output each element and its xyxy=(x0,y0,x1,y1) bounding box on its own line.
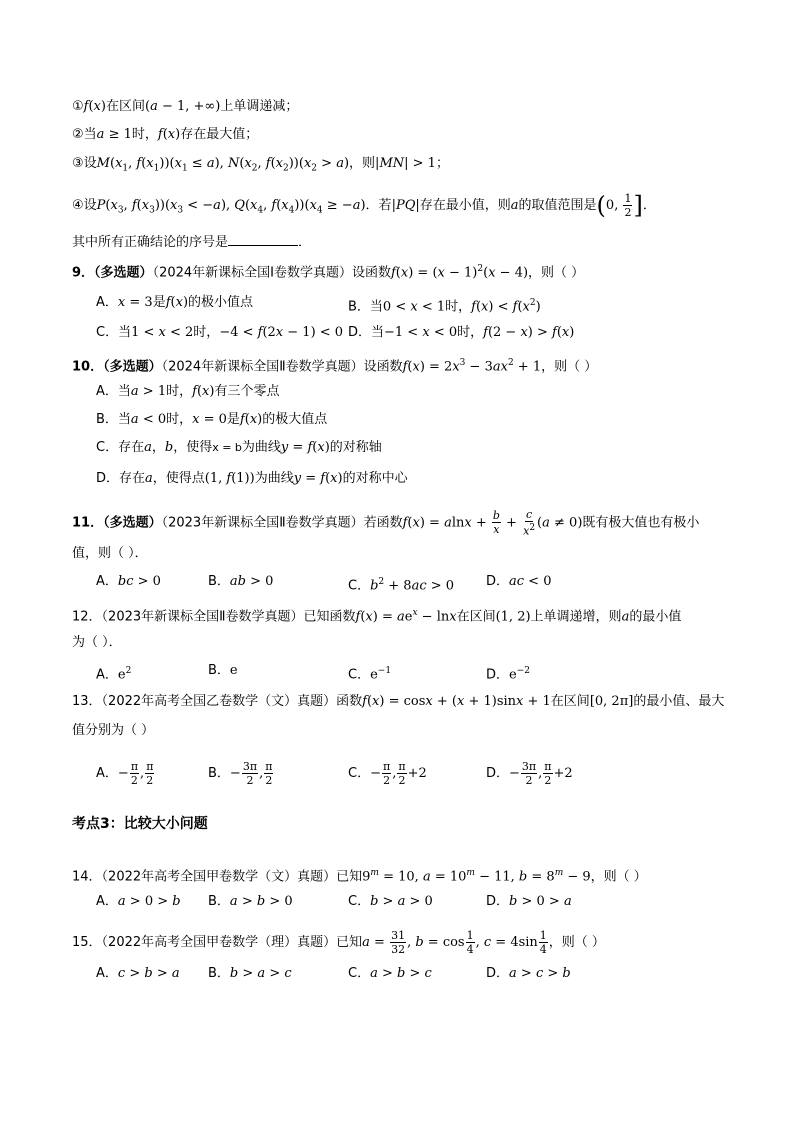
statement-1: ①f(x)在区间(a − 1, +∞)上单调递减； xyxy=(72,99,299,114)
q15-option-a[interactable]: A．c > b > a xyxy=(96,966,180,981)
statement-3: ③设$M(x_1$, $f(x_1))(x_1 \le a)$, $N(x_2$, $f(x_2))(x_2 > a)$，则|MN| > 1； xyxy=(72,156,449,174)
question-10: 10．（多选题）（2024年新课标全国Ⅱ卷数学真题）设函数$f(x) = 2x^3 - 3ax^2 + 1$，则（ ） xyxy=(72,358,598,375)
question-9: 9．（多选题）（2024年新课标全国Ⅰ卷数学真题）设函数$f(x) = (x - 1)^2(x - 4)$，则（ ） xyxy=(72,264,585,281)
q11-option-d[interactable]: D．ac < 0 xyxy=(486,574,552,589)
q10-option-d[interactable]: D．存在a，使得点(1, f(1))为曲线y = f(x)的对称中心 xyxy=(96,471,408,486)
q13-option-d[interactable]: D．− $\frac{3\pi}{2}$ , $\frac{\pi}{2}$ +2 xyxy=(486,760,573,787)
question-11-line2: 值，则（ ）． xyxy=(72,546,148,561)
q15-option-c[interactable]: C．a > b > c xyxy=(348,966,432,981)
q12-option-a[interactable]: A．$e^2$ xyxy=(96,666,132,683)
q11-option-b[interactable]: B．ab > 0 xyxy=(208,574,274,589)
q13-option-a[interactable]: A．− $\frac{\pi}{2}$ , $\frac{\pi}{2}$ xyxy=(96,760,154,787)
question-11: 11．（多选题）（2023年新课标全国Ⅱ卷数学真题）若函数f(x) = alnx + $\frac{b}{x}$ + $\frac{c}{x^2}$ (a ≠ 0)既有极大值也有极小 xyxy=(72,508,700,538)
q13-option-b[interactable]: B．− $\frac{3\pi}{2}$ , $\frac{\pi}{2}$ xyxy=(208,760,273,787)
q15-option-b[interactable]: B．b > a > c xyxy=(208,966,292,981)
q10-option-b[interactable]: B．当a < 0时，x = 0是f(x)的极大值点 xyxy=(96,412,328,427)
section-3-title: 考点3：比较大小问题 xyxy=(72,816,208,832)
q14-option-d[interactable]: D．b > 0 > a xyxy=(486,894,572,909)
answer-blank[interactable] xyxy=(228,233,298,246)
question-14: 14．（2022年高考全国甲卷数学（文）真题）已知$9^m = 10$, $a = 10^m - 11$, $b = 8^m - 9$，则（ ） xyxy=(72,868,647,885)
question-13-line2: 值分别为（ ） xyxy=(72,723,155,738)
q14-option-a[interactable]: A．a > 0 > b xyxy=(96,894,181,909)
q9-option-b[interactable]: B．当0 < x < 1时，$f(x) < f(x^2)$ xyxy=(348,298,541,315)
question-13: 13．（2022年高考全国乙卷数学（文）真题）函数f(x) = cosx + (x + 1)sinx + 1在区间[0, 2π]的最小值、最大 xyxy=(72,694,725,709)
q11-option-c[interactable]: C．$b^2 + 8ac > 0$ xyxy=(348,577,455,594)
statement-2: ②当a ≥ 1时，f(x)存在最大值； xyxy=(72,127,259,142)
q14-option-b[interactable]: B．a > b > 0 xyxy=(208,894,293,909)
q12-option-b[interactable]: B．e xyxy=(208,663,238,678)
q9-option-d[interactable]: D．当−1 < x < 0时，f(2 − x) > f(x) xyxy=(348,325,575,340)
question-15: 15．（2022年高考全国甲卷数学（理）真题）已知a = $\frac{31}{32}$ , b = cos $\frac{1}{4}$ , c = 4sin $\frac{1}{4}$ ，则（ ） xyxy=(72,929,605,956)
q14-option-c[interactable]: C．b > a > 0 xyxy=(348,894,433,909)
question-12: 12．（2023年新课标全国Ⅱ卷数学真题）已知函数$f(x) = ae^x - \ln x$在区间(1, 2)上单调递增，则a的最小值 xyxy=(72,608,682,625)
statements-question: 其中所有正确结论的序号是 ． xyxy=(72,235,312,250)
q10-option-c[interactable]: C．存在a，b，使得x = b为曲线y = f(x)的对称轴 xyxy=(96,440,382,455)
question-12-line2: 为（ ）． xyxy=(72,635,122,650)
statement-4: ④设$P(x_3$, $f(x_3))(x_3 < -a)$, $Q(x_4$, $f(x_4))(x_4 \ge -a)$．若|PQ|存在最小值，则a的取值范围是(0, $\frac{1}{2}$ ]． xyxy=(72,191,656,220)
q15-option-d[interactable]: D．a > c > b xyxy=(486,966,571,981)
q9-option-a[interactable]: A．x = 3是f(x)的极小值点 xyxy=(96,295,254,310)
q10-option-a[interactable]: A．当a > 1时，f(x)有三个零点 xyxy=(96,384,280,399)
q12-option-d[interactable]: D．$e^{-2}$ xyxy=(486,666,530,683)
q12-option-c[interactable]: C．$e^{-1}$ xyxy=(348,666,392,683)
q9-option-c[interactable]: C．当1 < x < 2时，−4 < f(2x − 1) < 0 xyxy=(96,325,344,340)
q11-option-a[interactable]: A．bc > 0 xyxy=(96,574,161,589)
q13-option-c[interactable]: C．− $\frac{\pi}{2}$ , $\frac{\pi}{2}$ +2 xyxy=(348,760,427,787)
